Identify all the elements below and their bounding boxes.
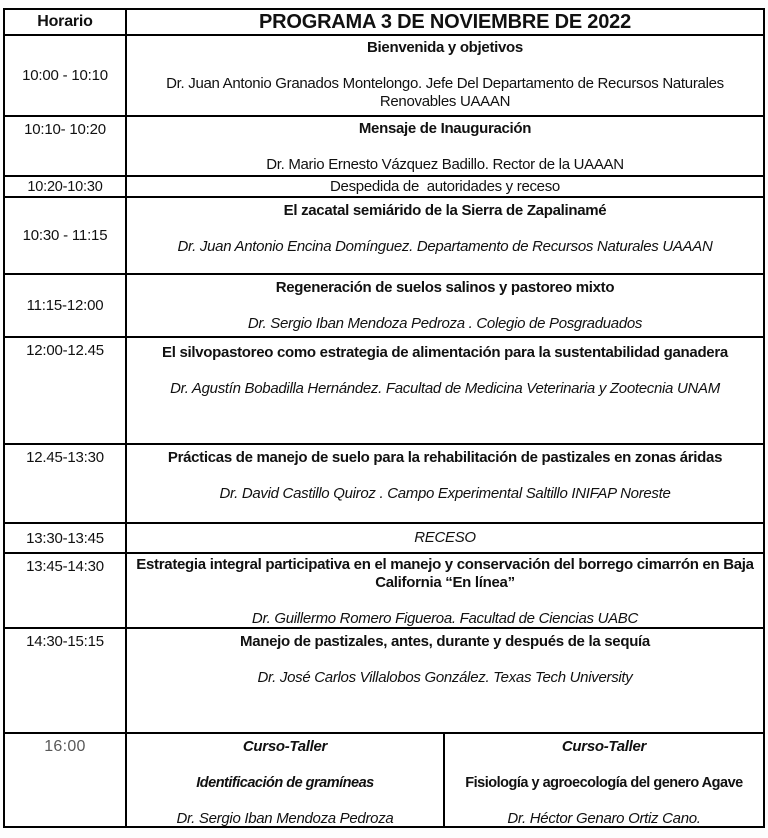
session-title: Mensaje de Inauguración	[358, 120, 532, 137]
workshop-speaker: Dr. Héctor Genaro Ortiz Cano.	[507, 810, 701, 827]
session-title: Regeneración de suelos salinos y pastoreo mixto	[275, 279, 615, 296]
workshop-name: Identificación de gramíneas	[196, 775, 374, 791]
session-cell	[127, 554, 763, 627]
session-title: RECESO	[414, 529, 476, 546]
session-title: El zacatal semiárido de la Sierra de Zapalinamé	[283, 202, 607, 219]
session-title: Despedida de autoridades y receso	[330, 177, 560, 195]
program-title-cell	[127, 10, 763, 34]
workshop-name: Fisiología y agroecología del genero Agave	[465, 775, 743, 791]
time-cell: 16:00	[5, 734, 127, 826]
workshop-kind: Curso-Taller	[561, 738, 647, 755]
session-title: Bienvenida y objetivos	[367, 39, 523, 56]
schedule-row	[5, 275, 763, 338]
schedule-row	[5, 198, 763, 275]
program-title: PROGRAMA 3 DE NOVIEMBRE DE 2022	[258, 11, 632, 33]
session-title: Prácticas de manejo de suelo para la rehabilitación de pastizales en zonas áridas	[167, 449, 723, 466]
schedule-row	[5, 629, 763, 734]
schedule-row	[5, 36, 763, 117]
session-speaker: Dr. Sergio Iban Mendoza Pedroza . Colegio de Posgraduados	[247, 315, 643, 332]
schedule-row	[5, 554, 763, 629]
header-row	[5, 10, 763, 36]
workshop-kind: Curso-Taller	[242, 738, 328, 755]
session-cell	[127, 445, 763, 522]
session-cell	[127, 198, 763, 273]
session-cell	[127, 338, 763, 443]
schedule-row	[5, 524, 763, 554]
session-cell	[127, 117, 763, 175]
session-speaker: Dr. Mario Ernesto Vázquez Badillo. Rector de la UAAAN	[266, 156, 624, 173]
time-cell: 10:30 - 11:15	[5, 198, 127, 273]
session-cell	[127, 275, 763, 336]
session-cell	[127, 177, 763, 196]
session-speaker: Dr. José Carlos Villalobos González. Texas Tech University	[257, 669, 633, 686]
time-column-header: Horario	[5, 10, 127, 34]
time-cell: 10:20-10:30	[5, 177, 127, 196]
session-title: Estrategia integral participativa en el manejo y conservación del borrego cimarrón en Baja California “En línea”	[136, 556, 758, 591]
session-speaker: Dr. Juan Antonio Encina Domínguez. Departamento de Recursos Naturales UAAAN	[177, 238, 713, 255]
time-cell: 11:15-12:00	[5, 275, 127, 336]
schedule-row	[5, 117, 763, 177]
time-cell: 10:10- 10:20	[5, 117, 127, 175]
time-cell: 14:30-15:15	[5, 629, 127, 732]
session-cell	[127, 524, 763, 552]
workshops-row	[5, 734, 763, 826]
session-speaker: Dr. Juan Antonio Granados Montelongo. Jefe Del Departamento de Recursos Naturales Renovables UAAAN	[166, 75, 728, 110]
session-title: El silvopastoreo como estrategia de alimentación para la sustentabilidad ganadera	[162, 344, 728, 361]
time-cell: 12:00-12.45	[5, 338, 127, 443]
workshop-speaker: Dr. Sergio Iban Mendoza Pedroza	[176, 810, 394, 827]
workshop-right-cell	[445, 734, 763, 826]
session-title: Manejo de pastizales, antes, durante y después de la sequía	[240, 633, 650, 650]
session-cell	[127, 629, 763, 732]
session-cell	[127, 36, 763, 115]
session-speaker: Dr. David Castillo Quiroz . Campo Experimental Saltillo INIFAP Noreste	[219, 485, 671, 502]
time-cell: 13:30-13:45	[5, 524, 127, 552]
schedule-row	[5, 177, 763, 198]
workshop-left-cell	[127, 734, 445, 826]
session-speaker: Dr. Agustín Bobadilla Hernández. Facultad de Medicina Veterinaria y Zootecnia UNAM	[170, 380, 720, 397]
time-cell: 13:45-14:30	[5, 554, 127, 627]
session-speaker: Dr. Guillermo Romero Figueroa. Facultad de Ciencias UABC	[251, 610, 639, 627]
program-table	[3, 8, 765, 828]
schedule-row	[5, 338, 763, 445]
time-cell: 12.45-13:30	[5, 445, 127, 522]
time-cell: 10:00 - 10:10	[5, 36, 127, 115]
schedule-row	[5, 445, 763, 524]
